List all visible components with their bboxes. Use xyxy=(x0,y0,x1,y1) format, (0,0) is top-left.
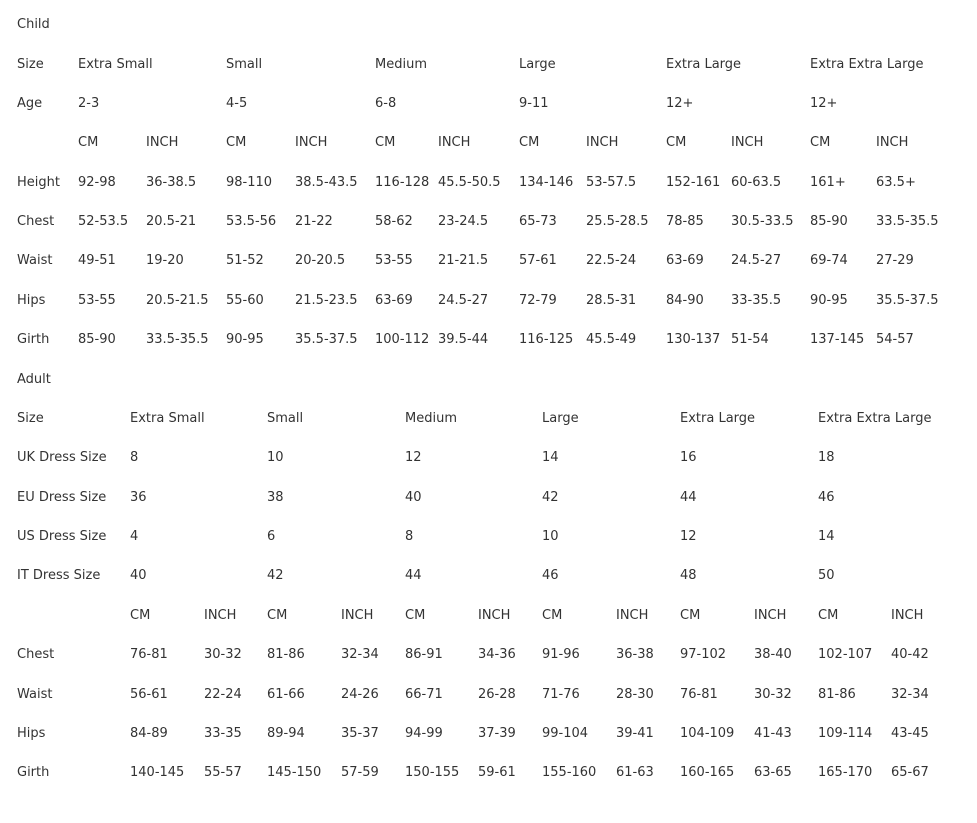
table-cell: 85-90 xyxy=(810,214,848,229)
table-cell: 6-8 xyxy=(375,96,397,111)
row-label-us-dress-size: US Dress Size xyxy=(17,529,107,544)
table-cell: 37-39 xyxy=(478,726,516,741)
table-cell: 23-24.5 xyxy=(438,214,489,229)
table-cell: 48 xyxy=(680,568,697,583)
table-cell: 35-37 xyxy=(341,726,379,741)
table-cell: 40-42 xyxy=(891,647,929,662)
table-cell: CM xyxy=(78,135,99,150)
table-cell: 21-21.5 xyxy=(438,253,489,268)
table-cell: 99-104 xyxy=(542,726,589,741)
table-cell: 55-60 xyxy=(226,293,264,308)
row-label-uk-dress-size: UK Dress Size xyxy=(17,450,107,465)
table-cell: 78-85 xyxy=(666,214,704,229)
child-section-title: Child xyxy=(17,17,50,32)
table-cell: 160-165 xyxy=(680,765,735,780)
table-cell: 14 xyxy=(818,529,835,544)
table-cell: 35.5-37.5 xyxy=(295,332,358,347)
table-cell: CM xyxy=(680,608,701,623)
table-cell: Extra Small xyxy=(78,57,153,72)
table-cell: 76-81 xyxy=(680,687,718,702)
table-cell: Medium xyxy=(405,411,457,426)
table-cell: INCH xyxy=(478,608,511,623)
table-cell: 61-66 xyxy=(267,687,305,702)
row-label-hips: Hips xyxy=(17,726,46,741)
table-cell: INCH xyxy=(204,608,237,623)
table-cell: 24.5-27 xyxy=(438,293,489,308)
table-cell: 49-51 xyxy=(78,253,116,268)
table-cell: 43-45 xyxy=(891,726,929,741)
table-cell: 137-145 xyxy=(810,332,865,347)
table-cell: CM xyxy=(810,135,831,150)
table-cell: Extra Large xyxy=(666,57,742,72)
table-cell: 32-34 xyxy=(891,687,929,702)
table-cell: 130-137 xyxy=(666,332,721,347)
row-label-size: Size xyxy=(17,411,44,426)
table-cell: 30.5-33.5 xyxy=(731,214,794,229)
table-cell: 102-107 xyxy=(818,647,873,662)
table-cell: CM xyxy=(405,608,426,623)
table-cell: 18 xyxy=(818,450,835,465)
table-cell: INCH xyxy=(754,608,787,623)
table-cell: 97-102 xyxy=(680,647,727,662)
table-cell: 16 xyxy=(680,450,697,465)
table-cell: 45.5-49 xyxy=(586,332,637,347)
table-cell: 92-98 xyxy=(78,175,116,190)
table-cell: 89-94 xyxy=(267,726,305,741)
table-cell: 40 xyxy=(405,490,422,505)
table-cell: 12 xyxy=(405,450,422,465)
table-cell: 51-52 xyxy=(226,253,264,268)
table-cell: 12 xyxy=(680,529,697,544)
table-cell: 150-155 xyxy=(405,765,460,780)
table-cell: 44 xyxy=(680,490,697,505)
table-cell: Extra Large xyxy=(680,411,756,426)
table-cell: 36 xyxy=(130,490,147,505)
table-cell: 28.5-31 xyxy=(586,293,637,308)
table-cell: 72-79 xyxy=(519,293,557,308)
table-cell: 10 xyxy=(267,450,284,465)
table-cell: 40 xyxy=(130,568,147,583)
table-cell: 84-89 xyxy=(130,726,168,741)
table-cell: 57-61 xyxy=(519,253,557,268)
table-cell: 155-160 xyxy=(542,765,597,780)
table-cell: 24-26 xyxy=(341,687,379,702)
table-cell: Extra Extra Large xyxy=(810,57,924,72)
table-cell: 36-38 xyxy=(616,647,654,662)
table-cell: CM xyxy=(519,135,540,150)
table-cell: CM xyxy=(375,135,396,150)
row-label-girth: Girth xyxy=(17,765,50,780)
table-cell: 25.5-28.5 xyxy=(586,214,649,229)
table-cell: 56-61 xyxy=(130,687,168,702)
table-cell: 53-55 xyxy=(375,253,413,268)
table-cell: INCH xyxy=(295,135,328,150)
table-cell: 38-40 xyxy=(754,647,792,662)
table-cell: 69-74 xyxy=(810,253,848,268)
table-cell: 65-73 xyxy=(519,214,557,229)
table-cell: INCH xyxy=(891,608,924,623)
row-label-girth: Girth xyxy=(17,332,50,347)
table-cell: Small xyxy=(226,57,263,72)
table-cell: 10 xyxy=(542,529,559,544)
table-cell: 100-112 xyxy=(375,332,430,347)
table-cell: CM xyxy=(130,608,151,623)
table-cell: 55-57 xyxy=(204,765,242,780)
table-cell: 116-128 xyxy=(375,175,430,190)
table-cell: Large xyxy=(542,411,579,426)
table-cell: 14 xyxy=(542,450,559,465)
table-cell: INCH xyxy=(586,135,619,150)
table-cell: 44 xyxy=(405,568,422,583)
table-cell: INCH xyxy=(341,608,374,623)
table-cell: 140-145 xyxy=(130,765,185,780)
table-cell: 86-91 xyxy=(405,647,443,662)
table-cell: 63.5+ xyxy=(876,175,916,190)
row-label-hips: Hips xyxy=(17,293,46,308)
table-cell: 6 xyxy=(267,529,276,544)
table-cell: 41-43 xyxy=(754,726,792,741)
table-cell: 76-81 xyxy=(130,647,168,662)
table-cell: 52-53.5 xyxy=(78,214,129,229)
table-cell: CM xyxy=(226,135,247,150)
table-cell: INCH xyxy=(876,135,909,150)
row-label-chest: Chest xyxy=(17,214,55,229)
table-cell: 134-146 xyxy=(519,175,574,190)
table-cell: 152-161 xyxy=(666,175,721,190)
row-label-age: Age xyxy=(17,96,43,111)
table-cell: 57-59 xyxy=(341,765,379,780)
table-cell: 30-32 xyxy=(204,647,242,662)
table-cell: 12+ xyxy=(810,96,838,111)
table-cell: 53-57.5 xyxy=(586,175,637,190)
table-cell: 165-170 xyxy=(818,765,873,780)
table-cell: 4 xyxy=(130,529,139,544)
table-cell: 81-86 xyxy=(267,647,305,662)
table-cell: 12+ xyxy=(666,96,694,111)
table-cell: 66-71 xyxy=(405,687,443,702)
table-cell: 60-63.5 xyxy=(731,175,782,190)
table-cell: CM xyxy=(267,608,288,623)
row-label-size: Size xyxy=(17,57,44,72)
table-cell: Extra Small xyxy=(130,411,205,426)
table-cell: CM xyxy=(818,608,839,623)
table-cell: 2-3 xyxy=(78,96,100,111)
table-cell: 32-34 xyxy=(341,647,379,662)
table-cell: 36-38.5 xyxy=(146,175,197,190)
table-cell: 63-69 xyxy=(375,293,413,308)
table-cell: 19-20 xyxy=(146,253,184,268)
table-cell: 50 xyxy=(818,568,835,583)
table-cell: 53.5-56 xyxy=(226,214,277,229)
row-label-chest: Chest xyxy=(17,647,55,662)
table-cell: 109-114 xyxy=(818,726,873,741)
table-cell: Small xyxy=(267,411,304,426)
table-cell: 161+ xyxy=(810,175,846,190)
table-cell: 46 xyxy=(542,568,559,583)
table-cell: 46 xyxy=(818,490,835,505)
table-cell: 116-125 xyxy=(519,332,574,347)
table-cell: 33.5-35.5 xyxy=(876,214,939,229)
table-cell: 26-28 xyxy=(478,687,516,702)
table-cell: 98-110 xyxy=(226,175,273,190)
table-cell: 42 xyxy=(267,568,284,583)
table-cell: 24.5-27 xyxy=(731,253,782,268)
table-cell: 63-69 xyxy=(666,253,704,268)
table-cell: 21-22 xyxy=(295,214,333,229)
table-cell: 145-150 xyxy=(267,765,322,780)
table-cell: INCH xyxy=(616,608,649,623)
table-cell: 4-5 xyxy=(226,96,248,111)
table-cell: 39-41 xyxy=(616,726,654,741)
table-cell: 90-95 xyxy=(810,293,848,308)
table-cell: CM xyxy=(666,135,687,150)
table-cell: 81-86 xyxy=(818,687,856,702)
row-label-waist: Waist xyxy=(17,687,53,702)
table-cell: 27-29 xyxy=(876,253,914,268)
table-cell: INCH xyxy=(438,135,471,150)
table-cell: 33.5-35.5 xyxy=(146,332,209,347)
row-label-height: Height xyxy=(17,175,60,190)
table-cell: 85-90 xyxy=(78,332,116,347)
table-cell: CM xyxy=(542,608,563,623)
table-cell: 33-35.5 xyxy=(731,293,782,308)
table-cell: 39.5-44 xyxy=(438,332,489,347)
table-cell: 90-95 xyxy=(226,332,264,347)
table-cell: 38.5-43.5 xyxy=(295,175,358,190)
table-cell: 59-61 xyxy=(478,765,516,780)
table-cell: 91-96 xyxy=(542,647,580,662)
table-cell: 20.5-21 xyxy=(146,214,197,229)
table-cell: 45.5-50.5 xyxy=(438,175,501,190)
table-cell: 94-99 xyxy=(405,726,443,741)
table-cell: INCH xyxy=(731,135,764,150)
table-cell: Extra Extra Large xyxy=(818,411,932,426)
table-cell: 22-24 xyxy=(204,687,242,702)
table-cell: 42 xyxy=(542,490,559,505)
table-cell: 61-63 xyxy=(616,765,654,780)
table-cell: 34-36 xyxy=(478,647,516,662)
table-cell: 33-35 xyxy=(204,726,242,741)
table-cell: 63-65 xyxy=(754,765,792,780)
row-label-waist: Waist xyxy=(17,253,53,268)
row-label-it-dress-size: IT Dress Size xyxy=(17,568,101,583)
table-cell: 30-32 xyxy=(754,687,792,702)
table-cell: 35.5-37.5 xyxy=(876,293,939,308)
table-cell: 8 xyxy=(405,529,414,544)
table-cell: INCH xyxy=(146,135,179,150)
table-cell: 53-55 xyxy=(78,293,116,308)
adult-section-title: Adult xyxy=(17,372,51,387)
table-cell: 84-90 xyxy=(666,293,704,308)
table-cell: 58-62 xyxy=(375,214,413,229)
table-cell: 20-20.5 xyxy=(295,253,346,268)
table-cell: 20.5-21.5 xyxy=(146,293,209,308)
table-cell: 38 xyxy=(267,490,284,505)
table-cell: 9-11 xyxy=(519,96,549,111)
table-cell: 21.5-23.5 xyxy=(295,293,358,308)
row-label-eu-dress-size: EU Dress Size xyxy=(17,490,107,505)
table-cell: 71-76 xyxy=(542,687,580,702)
table-cell: 22.5-24 xyxy=(586,253,637,268)
table-cell: 65-67 xyxy=(891,765,929,780)
table-cell: 28-30 xyxy=(616,687,654,702)
table-cell: 54-57 xyxy=(876,332,914,347)
table-cell: Medium xyxy=(375,57,427,72)
table-cell: 8 xyxy=(130,450,139,465)
table-cell: 51-54 xyxy=(731,332,769,347)
table-cell: 104-109 xyxy=(680,726,735,741)
table-cell: Large xyxy=(519,57,556,72)
